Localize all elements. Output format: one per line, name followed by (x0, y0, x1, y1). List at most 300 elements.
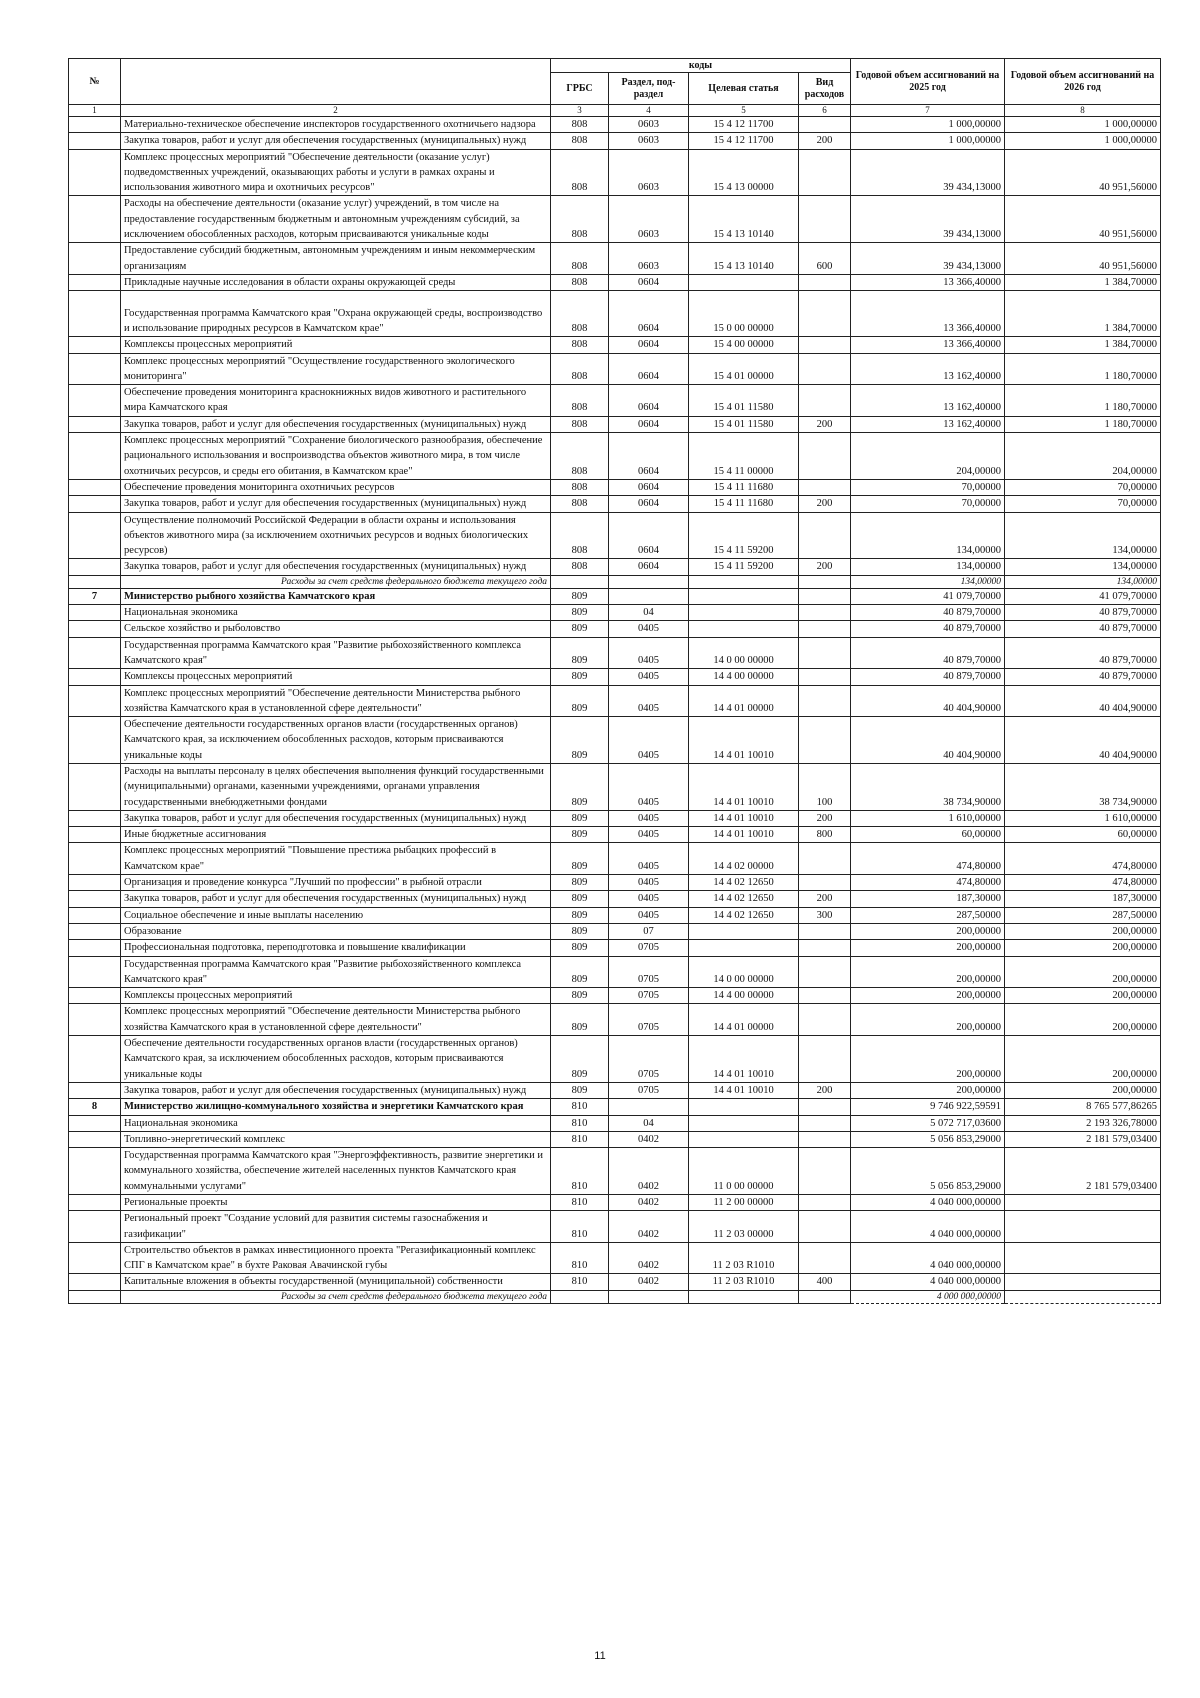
row-grbs: 809 (551, 875, 609, 891)
row-amount-2025: 39 434,13000 (851, 149, 1005, 196)
row-number (69, 827, 121, 843)
row-name: Строительство объектов в рамках инвестиционного проекта "Регазификационный комплекс СПГ в Камчатском крае" в бухте Раковая Авачинской губы (121, 1242, 551, 1274)
row-section: 0402 (609, 1211, 689, 1243)
row-number (69, 685, 121, 717)
row-amount-2025: 5 072 717,03600 (851, 1115, 1005, 1131)
row-expense-kind: 200 (799, 891, 851, 907)
row-section (609, 1099, 689, 1115)
row-grbs: 810 (551, 1211, 609, 1243)
row-name: Комплексы процессных мероприятий (121, 988, 551, 1004)
row-amount-2026: 2 181 579,03400 (1005, 1131, 1161, 1147)
row-target-article: 14 4 01 10010 (689, 1036, 799, 1083)
row-amount-2026 (1005, 1242, 1161, 1274)
row-grbs: 809 (551, 1004, 609, 1036)
row-section: 0405 (609, 843, 689, 875)
table-row (69, 717, 1161, 764)
row-amount-2025: 39 434,13000 (851, 196, 1005, 243)
table-row (69, 117, 1161, 133)
row-amount-2025: 40 879,70000 (851, 669, 1005, 685)
row-amount-2025: 4 040 000,00000 (851, 1195, 1005, 1211)
row-name: Профессиональная подготовка, переподготовка и повышение квалификации (121, 940, 551, 956)
row-expense-kind (799, 923, 851, 939)
row-number: 7 (69, 588, 121, 604)
row-amount-2025: 200,00000 (851, 988, 1005, 1004)
row-name: Национальная экономика (121, 1115, 551, 1131)
row-name: Министерство рыбного хозяйства Камчатского края (121, 588, 551, 604)
row-number (69, 1211, 121, 1243)
row-number (69, 385, 121, 417)
colnum: 7 (851, 105, 1005, 117)
row-section: 0604 (609, 433, 689, 480)
row-grbs: 808 (551, 291, 609, 337)
row-number (69, 1242, 121, 1274)
row-expense-kind: 200 (799, 416, 851, 432)
row-name: Расходы за счет средств федерального бюджета текущего года (121, 575, 551, 588)
row-target-article: 14 4 01 00000 (689, 685, 799, 717)
row-target-article: 15 4 11 11680 (689, 479, 799, 495)
row-target-article (689, 1131, 799, 1147)
row-expense-kind (799, 291, 851, 337)
row-target-article: 14 4 02 00000 (689, 843, 799, 875)
row-name: Комплекс процессных мероприятий "Осуществление государственного экологического мониторинга" (121, 353, 551, 385)
row-amount-2026: 1 180,70000 (1005, 416, 1161, 432)
row-target-article: 11 2 03 R1010 (689, 1274, 799, 1290)
row-amount-2026: 134,00000 (1005, 512, 1161, 559)
row-expense-kind (799, 717, 851, 764)
row-target-article: 15 4 11 59200 (689, 559, 799, 575)
table-row (69, 940, 1161, 956)
row-amount-2025: 474,80000 (851, 875, 1005, 891)
table-row (69, 385, 1161, 417)
row-target-article (689, 575, 799, 588)
row-section: 0405 (609, 827, 689, 843)
row-amount-2025: 200,00000 (851, 1082, 1005, 1098)
row-amount-2026: 70,00000 (1005, 496, 1161, 512)
row-amount-2025: 39 434,13000 (851, 243, 1005, 275)
row-expense-kind (799, 479, 851, 495)
row-expense-kind: 400 (799, 1274, 851, 1290)
row-number (69, 810, 121, 826)
colnum: 4 (609, 105, 689, 117)
row-grbs: 809 (551, 685, 609, 717)
row-target-article (689, 1290, 799, 1303)
row-amount-2026: 41 079,70000 (1005, 588, 1161, 604)
table-row (69, 637, 1161, 669)
row-name: Комплекс процессных мероприятий "Обеспечение деятельности Министерства рыбного хозяйства Камчатского края в установленной сфере деятельности" (121, 1004, 551, 1036)
row-expense-kind (799, 575, 851, 588)
row-amount-2025: 13 162,40000 (851, 385, 1005, 417)
row-expense-kind (799, 1131, 851, 1147)
row-section: 0604 (609, 512, 689, 559)
row-section: 0705 (609, 956, 689, 988)
row-grbs: 809 (551, 1082, 609, 1098)
row-amount-2026: 38 734,90000 (1005, 763, 1161, 810)
row-amount-2025: 1 000,00000 (851, 133, 1005, 149)
row-target-article: 15 4 11 11680 (689, 496, 799, 512)
row-amount-2026: 474,80000 (1005, 875, 1161, 891)
row-target-article (689, 940, 799, 956)
row-number (69, 1131, 121, 1147)
row-target-article: 14 4 02 12650 (689, 891, 799, 907)
table-row (69, 988, 1161, 1004)
header-codes: коды (551, 59, 851, 73)
row-target-article: 14 4 01 10010 (689, 717, 799, 764)
table-row (69, 1115, 1161, 1131)
table-row (69, 149, 1161, 196)
row-target-article (689, 274, 799, 290)
row-target-article: 14 4 01 10010 (689, 827, 799, 843)
row-expense-kind (799, 956, 851, 988)
row-expense-kind (799, 669, 851, 685)
row-target-article: 14 4 01 10010 (689, 810, 799, 826)
row-target-article: 11 0 00 00000 (689, 1148, 799, 1195)
row-name: Комплекс процессных мероприятий "Сохранение биологического разнообразия, обеспечение рационального использования и воспроизводства объектов животного мира, в том числе охотничьих ресурсов, и среды его обитания, в Камчатском крае" (121, 433, 551, 480)
row-number (69, 353, 121, 385)
row-amount-2026 (1005, 1211, 1161, 1243)
row-section: 0402 (609, 1148, 689, 1195)
row-section: 0405 (609, 669, 689, 685)
row-expense-kind (799, 385, 851, 417)
row-grbs (551, 575, 609, 588)
row-expense-kind (799, 621, 851, 637)
row-grbs: 808 (551, 512, 609, 559)
table-row (69, 1082, 1161, 1098)
row-target-article: 15 0 00 00000 (689, 291, 799, 337)
row-expense-kind: 300 (799, 907, 851, 923)
row-section: 0604 (609, 385, 689, 417)
row-grbs: 808 (551, 385, 609, 417)
row-amount-2025: 13 162,40000 (851, 416, 1005, 432)
table-row (69, 479, 1161, 495)
table-row (69, 1148, 1161, 1195)
row-amount-2025: 40 879,70000 (851, 605, 1005, 621)
row-number: 8 (69, 1099, 121, 1115)
row-grbs: 809 (551, 923, 609, 939)
row-section: 0604 (609, 353, 689, 385)
row-section (609, 575, 689, 588)
row-amount-2025: 40 879,70000 (851, 621, 1005, 637)
row-section: 0405 (609, 875, 689, 891)
row-target-article: 14 4 02 12650 (689, 875, 799, 891)
row-name: Министерство жилищно-коммунального хозяйства и энергетики Камчатского края (121, 1099, 551, 1115)
row-expense-kind: 200 (799, 559, 851, 575)
row-name: Закупка товаров, работ и услуг для обеспечения государственных (муниципальных) нужд (121, 1082, 551, 1098)
table-row (69, 559, 1161, 575)
table-row (69, 1099, 1161, 1115)
row-name: Комплекс процессных мероприятий "Повышение престижа рыбацких профессий в Камчатском крае" (121, 843, 551, 875)
row-expense-kind: 100 (799, 763, 851, 810)
row-section: 0604 (609, 559, 689, 575)
table-note-row (69, 575, 1161, 588)
row-grbs: 808 (551, 196, 609, 243)
row-section: 0604 (609, 274, 689, 290)
row-target-article: 15 4 13 10140 (689, 196, 799, 243)
row-name: Закупка товаров, работ и услуг для обеспечения государственных (муниципальных) нужд (121, 133, 551, 149)
row-amount-2026: 40 879,70000 (1005, 621, 1161, 637)
row-section (609, 588, 689, 604)
row-section: 0604 (609, 496, 689, 512)
table-row (69, 875, 1161, 891)
table-row (69, 1211, 1161, 1243)
row-amount-2026: 40 879,70000 (1005, 605, 1161, 621)
row-expense-kind: 800 (799, 827, 851, 843)
row-grbs: 810 (551, 1242, 609, 1274)
row-number (69, 149, 121, 196)
row-name: Образование (121, 923, 551, 939)
row-section: 0603 (609, 117, 689, 133)
budget-table-sheet (68, 58, 1160, 1304)
table-row (69, 291, 1161, 337)
row-grbs: 810 (551, 1099, 609, 1115)
row-amount-2025: 287,50000 (851, 907, 1005, 923)
table-row (69, 274, 1161, 290)
table-row (69, 956, 1161, 988)
row-amount-2026: 1 180,70000 (1005, 385, 1161, 417)
row-grbs: 810 (551, 1148, 609, 1195)
colnum: 5 (689, 105, 799, 117)
row-amount-2025: 200,00000 (851, 940, 1005, 956)
row-section: 0405 (609, 637, 689, 669)
row-target-article: 14 4 01 00000 (689, 1004, 799, 1036)
row-grbs: 810 (551, 1195, 609, 1211)
row-name: Государственная программа Камчатского края "Энергоэффективность, развитие энергетики и коммунального хозяйства, обеспечение жителей населенных пунктов Камчатского края коммунальными услугами" (121, 1148, 551, 1195)
row-section (609, 1290, 689, 1303)
row-name: Материально-техническое обеспечение инспекторов государственного охотничьего надзора (121, 117, 551, 133)
row-section: 04 (609, 605, 689, 621)
row-name: Иные бюджетные ассигнования (121, 827, 551, 843)
row-amount-2026 (1005, 1274, 1161, 1290)
row-expense-kind (799, 433, 851, 480)
row-grbs: 809 (551, 843, 609, 875)
row-target-article: 14 0 00 00000 (689, 956, 799, 988)
row-expense-kind (799, 1004, 851, 1036)
row-amount-2026: 200,00000 (1005, 940, 1161, 956)
row-expense-kind (799, 1148, 851, 1195)
row-target-article: 14 4 01 10010 (689, 763, 799, 810)
row-amount-2025: 9 746 922,59591 (851, 1099, 1005, 1115)
row-grbs: 808 (551, 117, 609, 133)
row-amount-2026 (1005, 1290, 1161, 1303)
row-expense-kind (799, 988, 851, 1004)
row-grbs: 808 (551, 133, 609, 149)
row-number (69, 496, 121, 512)
row-target-article (689, 605, 799, 621)
row-amount-2026: 134,00000 (1005, 559, 1161, 575)
row-name: Расходы на выплаты персоналу в целях обеспечения выполнения функций государственными (муниципальными) органами, казенными учреждениями, органами управления государственными внебюджетными фондами (121, 763, 551, 810)
row-name: Расходы на обеспечение деятельности (оказание услуг) учреждений, в том числе на предоставление государственным бюджетным и автономным учреждениям субсидий, за исключением обособленных расходов, которым присваиваются уникальные коды (121, 196, 551, 243)
row-target-article: 15 4 01 11580 (689, 416, 799, 432)
row-number (69, 875, 121, 891)
row-amount-2025: 70,00000 (851, 479, 1005, 495)
row-number (69, 196, 121, 243)
row-expense-kind (799, 512, 851, 559)
table-row (69, 337, 1161, 353)
row-amount-2026: 200,00000 (1005, 988, 1161, 1004)
row-target-article: 15 4 00 00000 (689, 337, 799, 353)
row-name: Комплексы процессных мероприятий (121, 337, 551, 353)
row-section: 0705 (609, 940, 689, 956)
row-expense-kind (799, 1290, 851, 1303)
colnum: 6 (799, 105, 851, 117)
row-number (69, 1274, 121, 1290)
row-amount-2026: 40 951,56000 (1005, 149, 1161, 196)
row-number (69, 416, 121, 432)
row-number (69, 243, 121, 275)
row-section: 0402 (609, 1242, 689, 1274)
header-num: № (69, 59, 121, 105)
row-grbs: 809 (551, 827, 609, 843)
row-amount-2025: 40 404,90000 (851, 717, 1005, 764)
row-name: Закупка товаров, работ и услуг для обеспечения государственных (муниципальных) нужд (121, 496, 551, 512)
row-number (69, 605, 121, 621)
row-expense-kind: 200 (799, 133, 851, 149)
row-name: Расходы за счет средств федерального бюджета текущего года (121, 1290, 551, 1303)
row-grbs: 809 (551, 1036, 609, 1083)
table-row (69, 810, 1161, 826)
row-grbs: 809 (551, 988, 609, 1004)
row-expense-kind (799, 1099, 851, 1115)
row-expense-kind (799, 637, 851, 669)
row-grbs: 809 (551, 810, 609, 826)
row-number (69, 956, 121, 988)
row-amount-2026: 200,00000 (1005, 923, 1161, 939)
table-row (69, 923, 1161, 939)
row-grbs: 810 (551, 1274, 609, 1290)
row-target-article: 14 0 00 00000 (689, 637, 799, 669)
row-grbs: 808 (551, 559, 609, 575)
row-grbs: 808 (551, 337, 609, 353)
row-target-article: 11 2 00 00000 (689, 1195, 799, 1211)
row-amount-2026: 40 951,56000 (1005, 243, 1161, 275)
row-name: Закупка товаров, работ и услуг для обеспечения государственных (муниципальных) нужд (121, 810, 551, 826)
row-number (69, 512, 121, 559)
row-amount-2025: 200,00000 (851, 923, 1005, 939)
row-amount-2025: 5 056 853,29000 (851, 1148, 1005, 1195)
table-row (69, 512, 1161, 559)
row-grbs: 809 (551, 588, 609, 604)
table-row (69, 133, 1161, 149)
row-name: Государственная программа Камчатского края "Развитие рыбохозяйственного комплекса Камчатского края" (121, 637, 551, 669)
row-grbs: 809 (551, 621, 609, 637)
row-name: Закупка товаров, работ и услуг для обеспечения государственных (муниципальных) нужд (121, 891, 551, 907)
row-amount-2026: 200,00000 (1005, 1082, 1161, 1098)
row-number (69, 117, 121, 133)
row-section: 0405 (609, 891, 689, 907)
row-grbs: 808 (551, 243, 609, 275)
row-grbs: 808 (551, 433, 609, 480)
row-target-article: 15 4 11 00000 (689, 433, 799, 480)
row-target-article: 15 4 11 59200 (689, 512, 799, 559)
row-number (69, 575, 121, 588)
row-number (69, 1195, 121, 1211)
row-expense-kind: 200 (799, 1082, 851, 1098)
row-expense-kind: 200 (799, 496, 851, 512)
row-amount-2025: 13 366,40000 (851, 274, 1005, 290)
row-grbs: 808 (551, 149, 609, 196)
table-row (69, 416, 1161, 432)
table-row (69, 353, 1161, 385)
row-grbs: 809 (551, 891, 609, 907)
row-target-article (689, 923, 799, 939)
row-amount-2025: 13 366,40000 (851, 291, 1005, 337)
row-amount-2026: 134,00000 (1005, 575, 1161, 588)
row-section: 0603 (609, 243, 689, 275)
row-amount-2026: 204,00000 (1005, 433, 1161, 480)
row-amount-2025: 4 000 000,00000 (851, 1290, 1005, 1303)
row-expense-kind (799, 843, 851, 875)
row-section: 0405 (609, 907, 689, 923)
row-amount-2026: 40 879,70000 (1005, 669, 1161, 685)
row-number (69, 291, 121, 337)
colnum: 3 (551, 105, 609, 117)
row-number (69, 1036, 121, 1083)
row-expense-kind: 600 (799, 243, 851, 275)
row-amount-2026: 287,50000 (1005, 907, 1161, 923)
row-amount-2025: 1 000,00000 (851, 117, 1005, 133)
row-expense-kind (799, 1036, 851, 1083)
row-amount-2025: 204,00000 (851, 433, 1005, 480)
row-amount-2026: 1 384,70000 (1005, 291, 1161, 337)
row-target-article: 15 4 12 11700 (689, 133, 799, 149)
row-grbs: 809 (551, 907, 609, 923)
row-amount-2025: 200,00000 (851, 956, 1005, 988)
row-number (69, 337, 121, 353)
row-grbs: 809 (551, 605, 609, 621)
row-amount-2026 (1005, 1195, 1161, 1211)
row-amount-2026: 8 765 577,86265 (1005, 1099, 1161, 1115)
row-target-article (689, 621, 799, 637)
row-target-article: 15 4 12 11700 (689, 117, 799, 133)
row-amount-2025: 60,00000 (851, 827, 1005, 843)
row-amount-2025: 70,00000 (851, 496, 1005, 512)
row-amount-2026: 2 181 579,03400 (1005, 1148, 1161, 1195)
row-amount-2025: 187,30000 (851, 891, 1005, 907)
table-row (69, 685, 1161, 717)
row-number (69, 843, 121, 875)
table-row (69, 1195, 1161, 1211)
row-name: Комплексы процессных мероприятий (121, 669, 551, 685)
row-number (69, 274, 121, 290)
row-section: 04 (609, 1115, 689, 1131)
header-target: Целевая статья (689, 73, 799, 105)
row-name: Закупка товаров, работ и услуг для обеспечения государственных (муниципальных) нужд (121, 416, 551, 432)
budget-table (68, 58, 1161, 1304)
row-name: Комплекс процессных мероприятий "Обеспечение деятельности (оказание услуг) подведомственных учреждений, оказывающих работы и услуги в рамках охраны и использования животного мира и охотничьих ресурсов" (121, 149, 551, 196)
row-amount-2025: 200,00000 (851, 1004, 1005, 1036)
row-expense-kind (799, 1115, 851, 1131)
table-row (69, 669, 1161, 685)
row-amount-2025: 38 734,90000 (851, 763, 1005, 810)
table-row (69, 1036, 1161, 1083)
row-name: Региональный проект "Создание условий для развития системы газоснабжения и газификации" (121, 1211, 551, 1243)
row-target-article: 15 4 13 10140 (689, 243, 799, 275)
row-number (69, 907, 121, 923)
page-number: 11 (594, 1650, 606, 1662)
row-amount-2025: 41 079,70000 (851, 588, 1005, 604)
row-amount-2026: 1 000,00000 (1005, 133, 1161, 149)
row-number (69, 717, 121, 764)
row-amount-2025: 134,00000 (851, 559, 1005, 575)
colnum: 1 (69, 105, 121, 117)
row-number (69, 940, 121, 956)
row-amount-2026: 1 384,70000 (1005, 274, 1161, 290)
row-number (69, 1004, 121, 1036)
row-number (69, 988, 121, 1004)
row-amount-2026: 1 610,00000 (1005, 810, 1161, 826)
row-number (69, 1082, 121, 1098)
row-section: 0405 (609, 685, 689, 717)
table-row (69, 843, 1161, 875)
